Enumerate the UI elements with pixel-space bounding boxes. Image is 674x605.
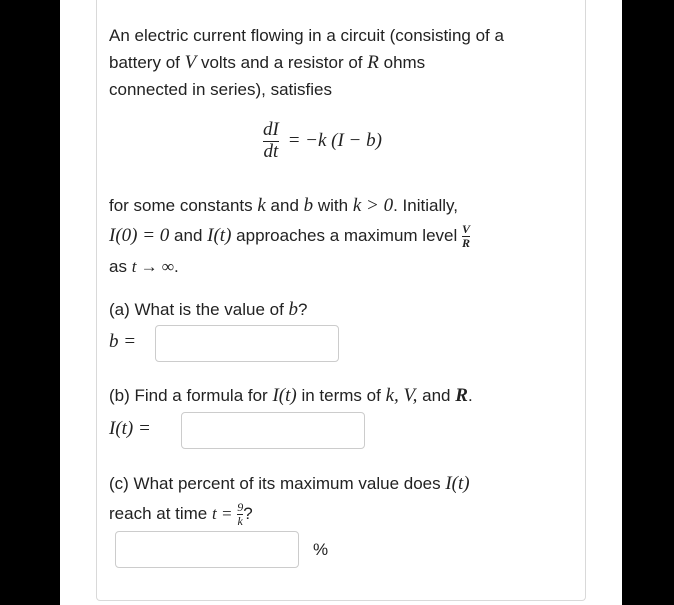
max-level-fraction: $\frac{V}{R}$: [462, 221, 471, 251]
intro-line-3: connected in series), satisfies: [109, 80, 332, 99]
intro-line-1: An electric current flowing in a circuit (consisting of a: [109, 26, 504, 45]
part-c-question-line-1: (c) What percent of its maximum value does I(t): [109, 473, 470, 494]
conditions-line-1: for some constants k and b with k > 0. Initially,: [109, 195, 458, 216]
percent-unit: %: [313, 540, 329, 559]
conditions-line-3: as t → ∞.: [109, 257, 179, 276]
part-b-label: I(t) =: [109, 418, 151, 439]
part-b-answer-input[interactable]: [181, 412, 365, 449]
intro-line-2: battery of V volts and a resistor of R ohms: [109, 52, 426, 73]
part-a-answer-input[interactable]: [155, 325, 339, 362]
page: [60, 0, 622, 605]
derivative-fraction: $\frac{dI}{dt}$: [263, 119, 279, 162]
question-card: [96, 0, 586, 601]
part-c-answer-input[interactable]: [115, 531, 299, 568]
part-a-question: (a) What is the value of b?: [109, 299, 308, 320]
time-fraction: $\frac{9}{k}$: [237, 499, 244, 529]
part-a-label: b =: [109, 331, 137, 352]
part-c-question-line-2: reach at time t = $\frac{9}{k}$ ?: [109, 499, 253, 529]
conditions-line-2: I(0) = 0 and I(t) approaches a maximum level $\frac{V}{R}$: [109, 221, 471, 251]
part-b-question: (b) Find a formula for I(t) in terms of k, V, and R.: [109, 385, 473, 406]
differential-equation: $\frac{dI}{dt}$ = −k (I − b): [263, 119, 382, 162]
